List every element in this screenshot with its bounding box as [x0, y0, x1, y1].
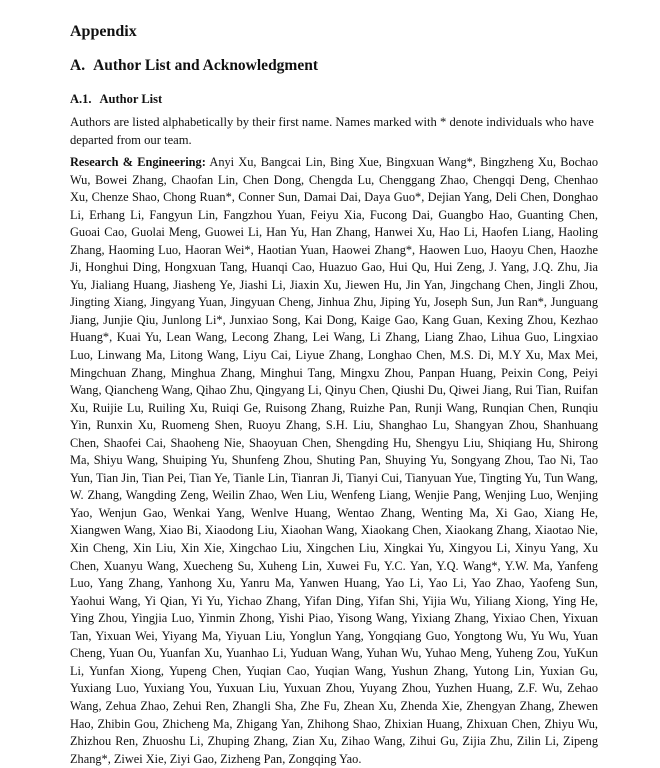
appendix-title: Appendix: [70, 23, 137, 40]
subsection-heading: [70, 91, 162, 107]
section-title: Author List and Acknowledgment: [93, 57, 319, 74]
author-names: Anyi Xu, Bangcai Lin, Bing Xue, Bingxuan Wang*, Bingzheng Xu, Bochao Wu, Bowei Zhang, Chaofan Lin, Chen Dong, Chengda Lu, Chenggang Zhao, Chengqi Deng, Chenhao Xu, Chenze Shao, Chong Ruan*, Conner Sun, Damai Dai, Daya Guo*, Dejian Yang, Deli Chen, Donghao Li, Erhang Li, Fangyun Lin, Fangzhou Yuan, Feiyu Xia, Fucong Dai, Guangbo Hao, Guanting Chen, Guoai Cao, Guolai Meng, Guowei Li, Han Yu, Han Zhang, Hanwei Xu, Hao Li, Haofen Liang, Haoling Zhang, Haoming Luo, Haoran Wei*, Haotian Yuan, Haowei Zhang*, Haowen Luo, Haoyu Chen, Haozhe Ji, Honghui Ding, Hongxuan Tang, Huanqi Cao, Huazuo Gao, Hui Qu, Hui Zeng, J. Yang, J.Q. Zhu, Jia Yu, Jialiang Huang, Jiasheng Ye, Jiashi Li, Jiaxin Xu, Jiewen Hu, Jin Yan, Jingchang Chen, Jingli Zhou, Jingting Xiang, Jingyang Yuan, Jingyuan Cheng, Jinhua Zhu, Jiping Yu, Joseph Sun, Jun Ran*, Junguang Jiang, Junjie Qiu, Junlong Li*, Junxiao Song, Kai Dong, Kaige Gao, Kang Guan, Kexing Zhou, Kezhao Huang*, Kuai Yu, Lean Wang, Lecong Zhang, Lei Wang, Li Zhang, Liang Zhao, Lihua Guo, Lingxiao Luo, Linwang Ma, Litong Wang, Liyu Cai, Liyue Zhang, Longhao Chen, M.S. Di, M.Y Xu, Max Mei, Mingchuan Zhang, Minghua Zhang, Minghui Tang, Mingxu Zhou, Panpan Huang, Peixin Cong, Peiyi Wang, Qiancheng Wang, Qihao Zhu, Qingyang Li, Qinyu Chen, Qiushi Du, Qiwei Jiang, Rui Tian, Ruifan Xu, Ruijie Lu, Ruiling Xu, Ruiqi Ge, Ruisong Zhang, Ruizhe Pan, Runji Wang, Runqian Chen, Runqiu Yin, Runxin Xu, Ruomeng Shen, Ruoyu Zhang, S.H. Liu, Shanghao Lu, Shangyan Zhou, Shanhuang Chen, Shaofei Cai, Shaoheng Nie, Shaoyuan Chen, Shengding Hu, Shengyu Liu, Shiqiang Hu, Shirong Ma, Shiyu Wang, Shuiping Yu, Shunfeng Zhou, Shuting Pan, Shuying Yu, Songyang Zhou, Tao Ni, Tao Yun, Tian Jin, Tian Pei, Tian Ye, Tianle Lin, Tianran Ji, Tianyi Cui, Tianyuan Yue, Tingting Yu, Tun Wang, W. Zhang, Wangding Zeng, Weilin Zhao, Wen Liu, Wenfeng Liang, Wenjie Pang, Wenjing Luo, Wenjing Yao, Wenjun Gao, Wenkai Yang, Wenlve Huang, Wentao Zhang, Wenting Ma, Xi Gao, Xiang He, Xiangwen Wang, Xiao Bi, Xiaodong Liu, Xiaohan Wang, Xiaokang Chen, Xiaokang Zhang, Xiaotao Nie, Xin Cheng, Xin Liu, Xin Xie, Xingchao Liu, Xingchen Liu, Xingkai Yu, Xingyou Li, Xinyu Yang, Xu Chen, Xuanyu Wang, Xuecheng Su, Xuheng Lin, Xuwei Fu, Y.C. Yan, Y.Q. Wang*, Y.W. Ma, Yanfeng Luo, Yang Zhang, Yanhong Xu, Yanru Ma, Yanwen Huang, Yao Li, Yao Li, Yao Zhao, Yaofeng Sun, Yaohui Wang, Yi Qian, Yi Yu, Yichao Zhang, Yifan Ding, Yifan Shi, Yijia Wu, Yiliang Xiong, Ying He, Ying Zhou, Yingjia Luo, Yinmin Zhong, Yishi Piao, Yisong Wang, Yixiang Zhang, Yixiao Chen, Yixuan Tan, Yixuan Wei, Yiyang Ma, Yiyuan Liu, Yonglun Yang, Yongqiang Guo, Yongtong Wu, Yu Wu, Yuan Cheng, Yuan Ou, Yuanfan Xu, Yuanhao Li, Yuduan Wang, Yuhan Wu, Yuhao Meng, Yuheng Zou, YuKun Li, Yunfan Xiong, Yupeng Chen, Yuqian Cao, Yuqian Wang, Yushun Zhang, Yutong Lin, Yuxian Gu, Yuxiang Luo, Yuxiang You, Yuxuan Liu, Yuxuan Zhou, Yuyang Zhou, Yuzhen Huang, Z.F. Wu, Zehao Wang, Zehua Zhao, Zehui Ren, Zhangli Sha, Zhe Fu, Zhean Xu, Zhenda Xie, Zhengyan Zhang, Zhewen Hao, Zhibin Gou, Zhicheng Ma, Zhigang Yan, Zhihong Shao, Zhixian Huang, Zhixuan Chen, Zhiyu Wu, Zhizhou Ren, Zhuoshu Li, Zhuping Zhang, Zian Xu, Zihao Wang, Zihui Gu, Zijia Zhu, Zilin Li, Zipeng Zhang*, Ziwei Xie, Ziyi Gao, Zizheng Pan, Zongqing Yao.: [70, 155, 599, 766]
group-label-research-engineering: Research & Engineering:: [70, 155, 206, 169]
intro-paragraph: Authors are listed alphabetically by their first name. Names marked with * denote individuals who have departed from our team.: [70, 115, 594, 147]
subsection-number: A.1.: [70, 92, 92, 106]
appendix-page: [70, 22, 599, 766]
section-number: A.: [70, 57, 86, 74]
subsection-title: Author List: [99, 92, 163, 106]
author-list-paragraph: [70, 154, 598, 768]
section-heading: [70, 56, 318, 76]
